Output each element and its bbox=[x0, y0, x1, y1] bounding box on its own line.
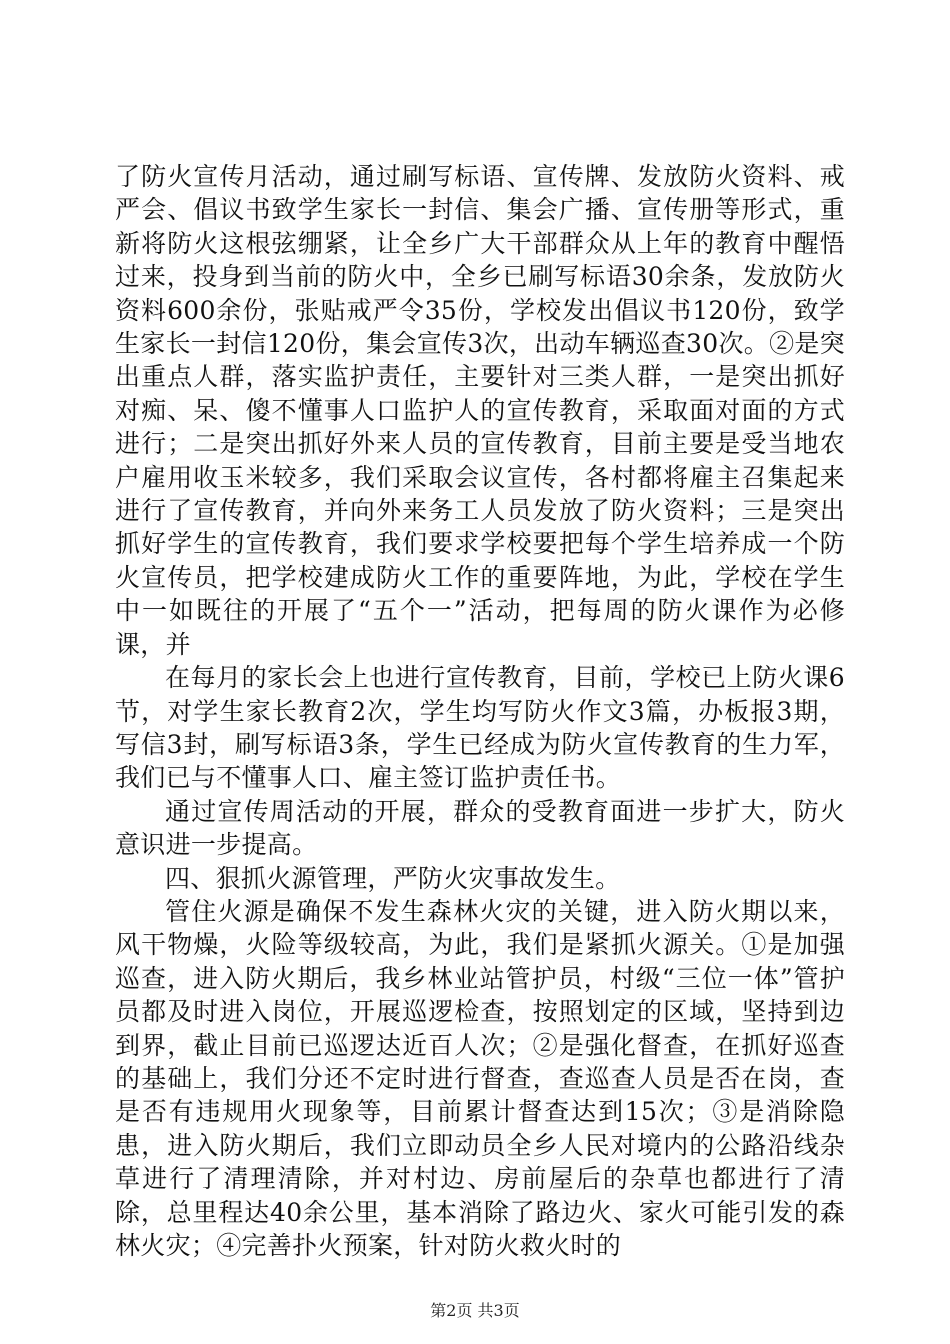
paragraph-parent-meetings: 在每月的家长会上也进行宣传教育，目前，学校已上防火课6节，对学生家长教育2次，学生均写防火作文3篇，办板报3期，写信3封，刷写标语3条，学生已经成为防火宣传教育的生力军，我们已与不懂事人口、雇主签订监护责任书。 bbox=[115, 663, 845, 793]
document-body bbox=[115, 160, 845, 1262]
page-footer: 第2页 共3页 bbox=[430, 1301, 520, 1320]
paragraph-fire-source-management: 管住火源是确保不发生森林火灾的关键，进入防火期以来，风干物燥，火险等级较高，为此，我们是紧抓火源关。①是加强巡查，进入防火期后，我乡林业站管护员，村级“三位一体”管护员都及时进入岗位，开展巡逻检查，按照划定的区域，坚持到边到界，截止目前已巡逻达近百人次；②是强化督查，在抓好巡查的基础上，我们分还不定时进行督查，查巡查人员是否在岗，查是否有违规用火现象等，目前累计督查达到15次；③是消除隐患，进入防火期后，我们立即动员全乡人民对境内的公路沿线杂草进行了清理清除，并对村边、房前屋后的杂草也都进行了清除，总里程达40余公里，基本消除了路边火、家火可能引发的森林火灾；④完善扑火预案，针对防火救火时的 bbox=[115, 896, 845, 1260]
paragraph-campaign-result: 通过宣传周活动的开展，群众的受教育面进一步扩大，防火意识进一步提高。 bbox=[115, 796, 845, 860]
paragraph-continued: 了防火宣传月活动，通过刷写标语、宣传牌、发放防火资料、戒严会、倡议书致学生家长一封信、集会广播、宣传册等形式，重新将防火这根弦绷紧，让全乡广大干部群众从上年的教育中醒悟过来，投身到当前的防火中，全乡已刷写标语30余条，发放防火资料600余份，张贴戒严令35份，学校发出倡议书120份，致学生家长一封信120份，集会宣传3次，出动车辆巡查30次。②是突出重点人群，落实监护责任，主要针对三类人群，一是突出抓好对痴、呆、傻不懂事人口监护人的宣传教育，采取面对面的方式进行；二是突出抓好外来人员的宣传教育，目前主要是受当地农户雇用收玉米较多，我们采取会议宣传，各村都将雇主召集起来进行了宣传教育，并向外来务工人员发放了防火资料；三是突出抓好学生的宣传教育，我们要求学校要把每个学生培养成一个防火宣传员，把学校建成防火工作的重要阵地，为此，学校在学生中一如既往的开展了“五个一”活动，把每周的防火课作为必修课，并 bbox=[115, 162, 845, 659]
section-heading-fire-source: 四、狠抓火源管理，严防火灾事故发生。 bbox=[165, 863, 621, 893]
